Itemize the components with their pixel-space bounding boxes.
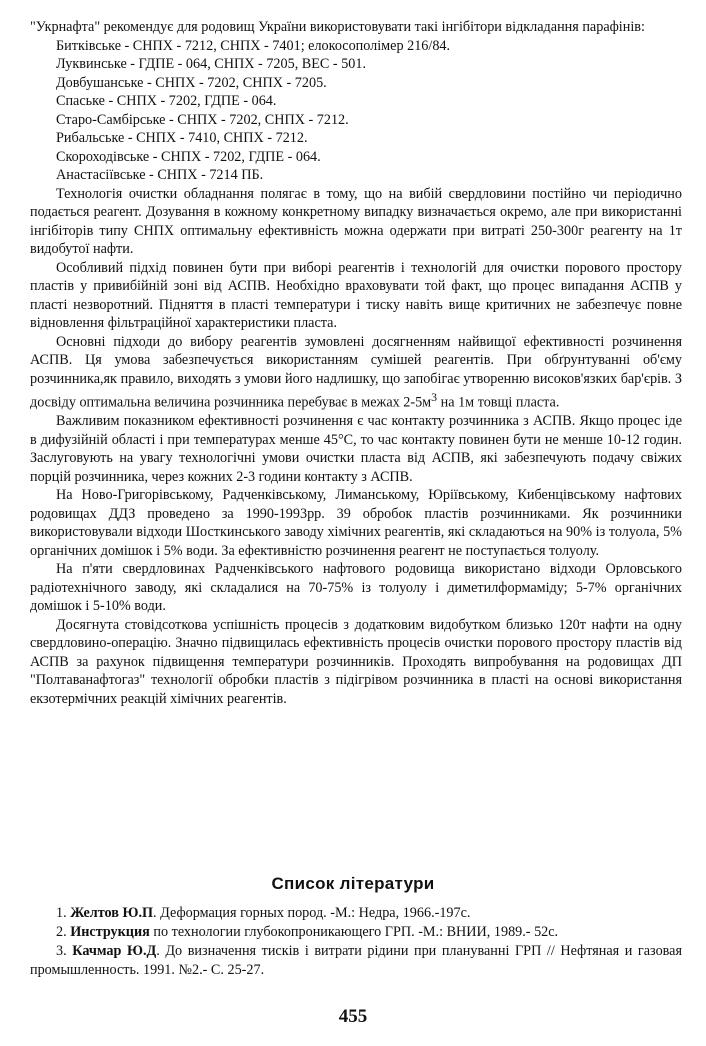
paragraph-special-approach: Особливий підхід повинен бути при виборі реагентів і технологій для очистки порового простору пластів у привибійній зоні від АСПВ. Необхідно враховувати той факт, що процес випадання АСПВ у пласті незворотний. Підняття в пласті температури і тиску навіть вище критичних не забезпечує повне відновлення фільтраційної характеристики пласта. bbox=[30, 259, 682, 331]
paragraph-technology: Технологія очистки обладнання полягає в тому, що на вибій свердловини постійно чи періодично подається реагент. Дозування в кожному конкретному випадку визначається окремо, але при використанні інгібіторів типу СНПХ оптимальну ефективність можна одержати при витраті 250-300г реагенту на 1т видобутої нафти. bbox=[30, 185, 682, 257]
reference-author: Желтов Ю.П bbox=[70, 905, 154, 921]
reference-text: . Деформация горных пород. -М.: Недра, 1966.-197с. bbox=[153, 905, 471, 921]
reference-item bbox=[30, 904, 682, 923]
reference-item bbox=[30, 923, 682, 942]
reference-number: 2. bbox=[56, 924, 71, 940]
superscript: 3 bbox=[431, 390, 438, 404]
reference-text: по технологии глубокопроникающего ГРП. -М.: ВНИИ, 1989.- 52с. bbox=[149, 924, 559, 940]
reference-author: Качмар Ю.Д bbox=[72, 943, 157, 959]
main-text bbox=[30, 18, 682, 708]
paragraph-results: Досягнута стовідсоткова успішність процесів з додатковим видобутком близько 120т нафти на одну свердловино-операцію. Значно підвищилась ефективність процесів очистки порового простору пластів від АСПВ за рахунок підвищення температури розчинників. Проходять випробування на родовищах ДП "Полтаванафтогаз" технології обробки пластів з підігрівом розчинника в пласті на основі використання екзотермічних реакцій хімічних реагентів. bbox=[30, 616, 682, 707]
page-number: 455 bbox=[338, 1006, 368, 1027]
references-heading: Список літератури bbox=[271, 874, 435, 893]
references-list bbox=[30, 904, 682, 980]
field-item: Спаське - СНПХ - 7202, ГДПЕ - 064. bbox=[56, 93, 277, 109]
field-item: Довбушанське - СНПХ - 7202, СНПХ - 7205. bbox=[56, 74, 327, 91]
paragraph-radchenkivske: На п'яти свердловинах Радченківського нафтового родовища використано відходи Орловського радіотехнічного заводу, які складалися на 70-75% із толуолу і диметилформаміду; 5-7% органічних домішок і 5-10% води. bbox=[30, 561, 682, 615]
intro-paragraph: "Укрнафта" рекомендує для родовищ України використовувати такі інгібітори відкладання парафінів: bbox=[30, 19, 645, 35]
paragraph-reagent-choice bbox=[30, 333, 682, 413]
paragraph-reagent-choice-end: на 1м товщі пласта. bbox=[437, 394, 560, 411]
field-item: Скороходівське - СНПХ - 7202, ГДПЕ - 064. bbox=[56, 148, 321, 165]
paragraph-reagent-choice-text: Основні підходи до вибору реагентів зумовлені досягненням найвищої ефективності розчинення АСПВ. Ця умова забезпечується використанням сумішей реагентів. При обґрунтуванні об'єму розчинника,як правило, виходять з умови його надлишку, що запобігає утворенню високов'язких бар'єрів. З досвіду оптимальна величина розчинника перебуває в межах 2-5м bbox=[30, 333, 682, 411]
field-item: Битківське - СНПХ - 7212, СНПХ - 7401; елокосополімер 216/84. bbox=[56, 37, 451, 54]
reference-author: Инструкция bbox=[70, 924, 150, 940]
field-item: Старо-Самбірське - СНПХ - 7202, СНПХ - 7212. bbox=[56, 111, 349, 128]
field-item: Анастасіївське - СНПХ - 7214 ПБ. bbox=[56, 167, 264, 183]
reference-item bbox=[30, 942, 682, 980]
paragraph-contact-time: Важливим показником ефективності розчинення є час контакту розчинника з АСПВ. Якщо процес іде в дифузійній області і при температурах менше 45°С, то час контакту повинен бути не менше 10-12 годин. Заслуговують на увагу технологічні умови очистки пласта від АСПВ, які забезпечують подачу свіжих порцій розчинника, через кожних 2-3 години контакту з АСПВ. bbox=[30, 413, 682, 485]
reference-text: . До визначення тисків і витрати рідини при плануванні ГРП // Нефтяная и газовая промышленность. 1991. №2.- С. 25-27. bbox=[30, 943, 682, 978]
paragraph-ddz-fields: На Ново-Григорівському, Радченківському, Лиманському, Юріївському, Кибенцівському нафтових родовищах ДДЗ проведено за 1990-1993рр. 39 обробок пластів розчинниками. Як розчинники використовували відходи Шосткинського заводу хімічних реагентів, які складаються на 90% із толуола, 5% органічних домішок і 5% води. За ефективністю розчинення реагент не поступається толуолу. bbox=[30, 487, 682, 559]
field-item: Рибальське - СНПХ - 7410, СНПХ - 7212. bbox=[56, 130, 308, 146]
reference-number: 1. bbox=[56, 905, 71, 921]
reference-number: 3. bbox=[56, 943, 73, 959]
field-item: Луквинське - ГДПЕ - 064, СНПХ - 7205, ВЕС - 501. bbox=[56, 56, 367, 72]
field-list bbox=[30, 37, 682, 185]
